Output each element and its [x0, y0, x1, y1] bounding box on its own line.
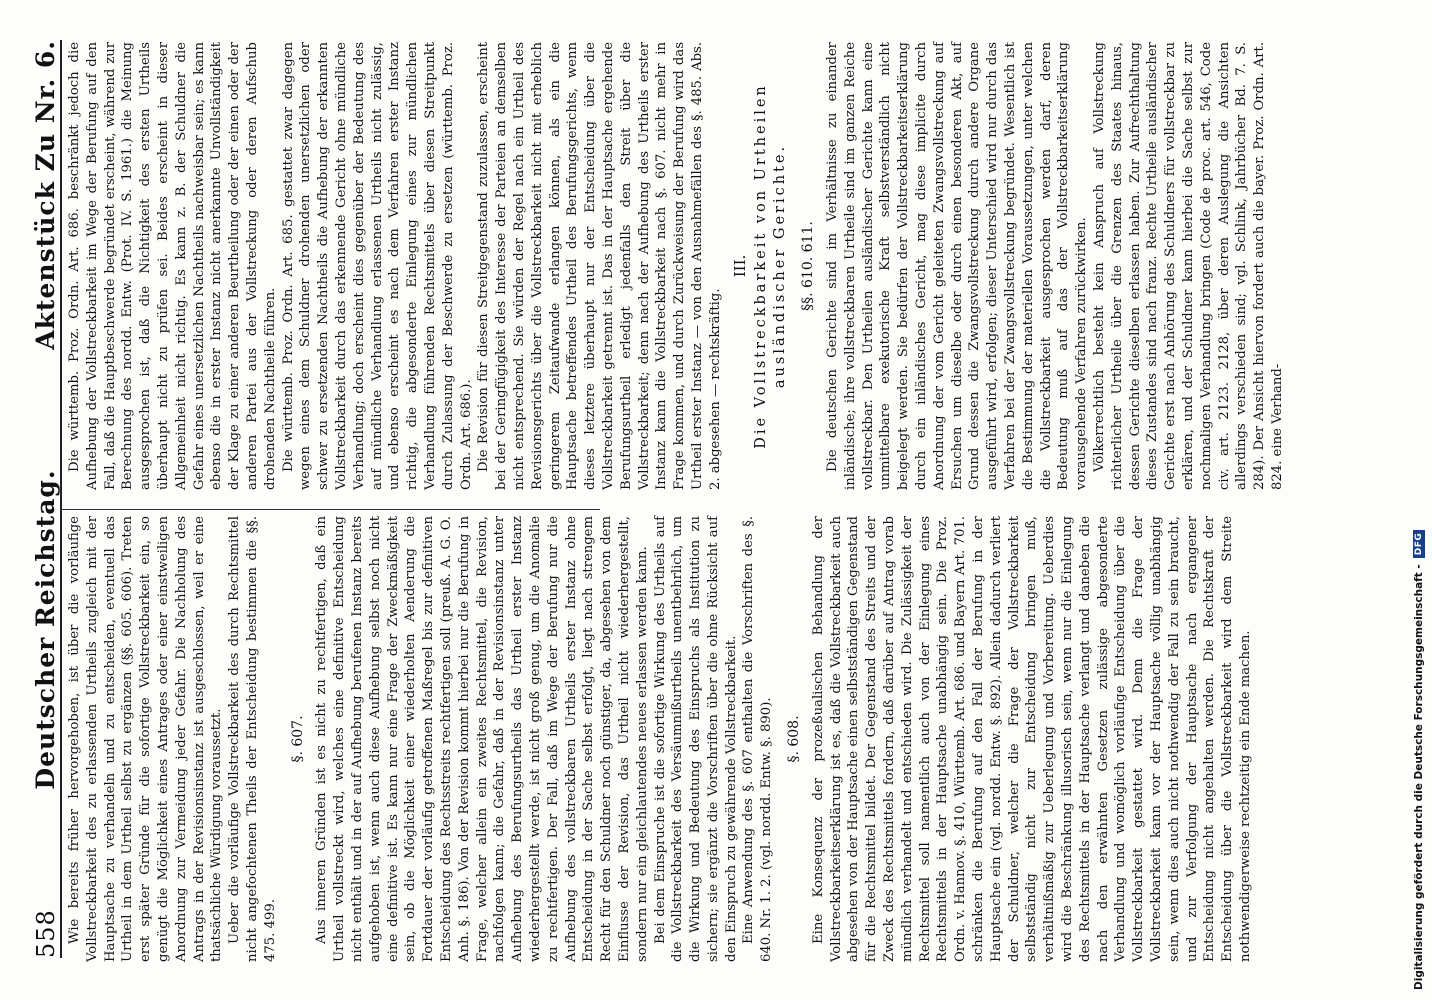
digitization-credit [1410, 470, 1428, 990]
paragraph: Die württemb. Proz. Ordn. Art. 685. gestattet zwar dagegen wegen eines dem Schuldner drohenden unersetzlichen oder schwer zu ersetzenden Nachtheils die Aufhebung der erkannten Vollstreckbarkeit durch das erkennende Gericht ohne mündliche Verhandlung; doch erscheint dies gegenüber der Bedeutung des auf mündliche Verhandlung erlassenen Urtheils nicht zulässig, und ebenso erscheint es nach dem Verfahren erster Instanz richtig, die abgesonderte Einlegung eines zur mündlichen Verhandlung führenden Rechtsmittels über diesen Streitpunkt durch Zulassung der Beschwerde zu ersetzen (württemb. Proz. Ordn. Art. 686.). [280, 42, 474, 490]
chapter-title: Die Vollstreckbarkeit von Urtheilen ausländischer Gerichte. [753, 83, 789, 449]
paragraph: Aus inneren Gründen ist es nicht zu rechtfertigen, daß ein Urtheil vollstreckt wird, welches eine definitive Entscheidung nicht enthält und in der auf Aufhebung berufenen Instanz bereits aufgehoben ist, wenn auch diese Aufhebung selbst noch nicht eine definitive ist. Es kann nur eine Frage der Zweckmäßigkeit sein, ob die Möglichkeit einer wiederholten Aenderung die Fortdauer der vorläufig getroffenen Maßregel bis zur definitiven Entscheidung des Rechtsstreits rechtfertigen soll (preuß. A. G. O. Anh. §. 186). Von der Revision kommt hierbei nur die Berufung in Frage, welcher allein ein zweites Rechtsmittel, die Revision, nachfolgen kann; die Gefahr, daß in der Revisionsinstanz unter Aufhebung des Berufungsurtheils das Urtheil erster Instanz wiederhergestellt werde, ist nicht groß genug, um die Anomalie zu rechtfertigen. Der Fall, daß im Wege der Berufung nur die Aufhebung des vollstreckbaren Urtheils erster Instanz ohne Entscheidung in der Sache selbst erfolgt, liegt nach strengem Recht für den Schuldner noch günstiger, da, abgesehen von dem Einflusse der Revision, das Urtheil nicht wiederhergestellt, sondern nur ein gleichlautendes neues erlassen werden kann. [314, 516, 650, 962]
paragraph: Eine Anwendung des §. 607 enthalten die Vorschriften des §. 640. Nr. 1. 2. (vgl. nordd. Entw. §. 890). [741, 516, 775, 962]
header-right-title: Aktenstück Zu Nr. 6. [31, 40, 60, 350]
paragraph: Ueber die vorläufige Vollstreckbarkeit des durch Rechtsmittel nicht angefochtenen Theils der Entscheidung bestimmen die §§. 475. 499. [227, 516, 278, 962]
column-divider [60, 509, 600, 510]
section-heading: §. 608. [786, 715, 803, 763]
paragraph: Die württemb. Proz. Ordn. Art. 686. beschränkt jedoch die Aufhebung der Vollstreckbarkeit im Wege der Berufung auf den Fall, daß die Hauptbeschwerde begründet erscheint, während zur Berechnung des nordd. Entw. (Prot. IV. S. 1961.) die Meinung ausgesprochen ist, daß die Nichtigkeit des ersten Urtheils überhaupt nicht zu prüfen sei. Beides erscheint in dieser Allgemeinheit nicht richtig. Es kann z. B. der Schuldner die Gefahr eines unersetzlichen Nachtheils nachweisbar sein; es kann ebenso die in erster Instanz nicht anerkannte Unvollständigkeit der Klage zu einer anderen Beurtheilung oder der einen oder der anderen Partei aus der Vollstreckung oder deren Aufschub drohenden Nachtheile führen. [67, 42, 278, 490]
credit-text: Digitalisierung gefördert durch die Deutsche Forschungsgemeinschaft - [1413, 564, 1425, 990]
chapter-number: III. [731, 254, 750, 278]
page-header [26, 40, 62, 958]
section-heading: §§. 610. 611. [800, 221, 817, 311]
right-column [66, 42, 1287, 490]
paragraph: Wie bereits früher hervorgehoben, ist über die vorläufige Vollstreckbarkeit des zu erlassenden Urtheils zugleich mit der Hauptsache zu verhandeln und zu entscheiden, eventuell das Urtheil in dem Urtheil selbst zu ergänzen (§§. 605. 606). Treten erst später Gründe für die sofortige Vollstreckbarkeit ein, so genügt die Möglichkeit eines Antrages oder einer einstweiligen Anordnung zur Vermeidung jeder Gefahr. Die Nachholung des Antrags in der Revisionsinstanz ist ausgeschlossen, weil er eine thatsächliche Würdigung voraussetzt. [67, 516, 225, 962]
left-column [66, 516, 1255, 962]
header-center-title: Deutscher Reichstag. [31, 469, 60, 790]
paragraph: Die Revision für diesen Streitgegenstand zuzulassen, erscheint bei der Geringfügigkeit des Interesse der Parteien an demselben nicht entsprechend. Sie würden der Regel nach ein Urtheil des Revisionsgerichts über die Vollstreckbarkeit nicht mit erheblich geringerem Zeitaufwande erlangen können, als ein die Hauptsache betreffendes Urtheil des Berufungsgerichts, wenn dieses letztere überhaupt nur der Entscheidung über die Vollstreckbarkeit getrennt ist. Das in der Hauptsache ergehende Berufungsurtheil erledigt jedenfalls den Streit über die Vollstreckbarkeit; denn nach der Aufhebung des Urtheils erster Instanz kann die Vollstreckbarkeit nach §. 607. nicht mehr in Frage kommen, und durch Zurückweisung der Berufung wird das Urtheil erster Instanz — von den Ausnahmefällen des §. 485. Abs. 2. abgesehen — rechtskräftig. [476, 42, 723, 490]
paragraph: Bei dem Einspruche ist die sofortige Wirkung des Urtheils auf die Vollstreckbarkeit des Versäumnißurtheils unentbehrlich, um die Wirkung und Bedeutung des Einspruchs als Institution zu sichern; sie ergänzt die Vorschriften über die ohne Rücksicht auf den Einspruch zu gewährende Vollstreckbarkeit. [652, 516, 739, 962]
page-number: 558 [32, 909, 60, 958]
paragraph: Eine Konsequenz der prozeßualischen Behandlung der Vollstreckbarkeitserklärung ist es, daß die Vollstreckbarkeit auch abgesehen von der Hauptsache einen selbstständigen Gegenstand für die Rechtsmittel bildet. Der Gegenstand des Streits und der Zweck des Rechtsmittels fordern, daß darüber auf Antrag vorab mündlich verhandelt und entschieden wird. Die Zulässigkeit der Rechtsmittel soll namentlich auch von der Einlegung eines Rechtsmittels in der Hauptsache unabhängig sein. Die Proz. Ordn. v. Hannov. §. 410, Württemb. Art. 686. und Bayern Art. 701. schränken die Berufung auf den Fall der Berufung in der Hauptsache ein (vgl. nordd. Entw. §. 892). Allein dadurch verliert der Schuldner, welcher die Frage der Vollstreckbarkeit selbstständig nicht zur Entscheidung bringen muß, verhältnißmäßig zur Ueberlegung und Vorbereitung. Ueberdies wird die Beschränkung illusorisch sein, wenn nur die Einlegung des Rechtsmittels in der Hauptsache verlangt und daneben die nach den erwähnten Gesetzen zulässige abgesonderte Verhandlung und womöglich vorläufige Entscheidung über die Vollstreckbarkeit gestattet wird. Denn die Frage der Vollstreckbarkeit kann vor der Hauptsache völlig unabhängig sein, wenn dies auch nicht nothwendig der Fall zu sein braucht, und zur Verfolgung der Hauptsache nach ergangener Entscheidung nicht angehalten werden. Die Rechtskraft der Entscheidung über die Vollstreckbarkeit wird dem Streite nothwendigerweise rechtzeitig ein Ende machen. [810, 516, 1253, 962]
paragraph: Die deutschen Gerichte sind im Verhältnisse zu einander inländische; ihre vollstreckbaren Urtheile sind im ganzen Reiche vollstreckbar. Den Urtheilen ausländischer Gerichte kann eine unmittelbare exekutorische Kraft selbstverständlich nicht beigelegt werden. Sie bedürfen der Vollstreckbarkeitserklärung durch ein inländisches Gericht, mag diese implicite durch Anordnung der vom Gericht geleiteten Zwangsvollstreckung auf Ersuchen um dieselbe oder durch einen besonderen Akt, auf Grund dessen die Zwangsvollstreckung durch andere Organe ausgeführt wird, erfolgen; dieser Unterschied wird nur durch das Verfahren bei der Zwangsvollstreckung begründet. Wesentlich ist die Bestimmung der materiellen Voraussetzungen, unter welchen die Vollstreckbarkeit ausgesprochen werden darf, deren Bedeutung muß auf das der Vollstreckbarkeitserklärung vorausgehende Verfahren zurückwirken. [825, 42, 1090, 490]
section-heading: §. 607. [289, 715, 306, 763]
dfg-logo: DFG [1413, 530, 1425, 559]
paragraph: Völkerrechtlich besteht kein Anspruch auf Vollstreckung richterlicher Urtheile über die Grenzen des Staates hinaus, dessen Gerichte dieselben erlassen haben. Zur Aufrechthaltung dieses Zustandes sind nach franz. Rechte Urtheile ausländischer Gerichte erst nach Anhörung des Schuldners für vollstreckbar zu erklären, und der Schuldner kann hierbei die Sache selbst zur nochmaligen Verhandlung bringen (Code de proc. art. 546, Code civ. art. 2123. 2128, über deren Auslegung die Ansichten allerdings verschieden sind; vgl. Schlink, Jahrbücher Bd. 7. S. 284). Der Ansicht hiervon fordert auch die bayer. Proz. Ordn. Art. 824. eine Verhand- [1092, 42, 1285, 490]
